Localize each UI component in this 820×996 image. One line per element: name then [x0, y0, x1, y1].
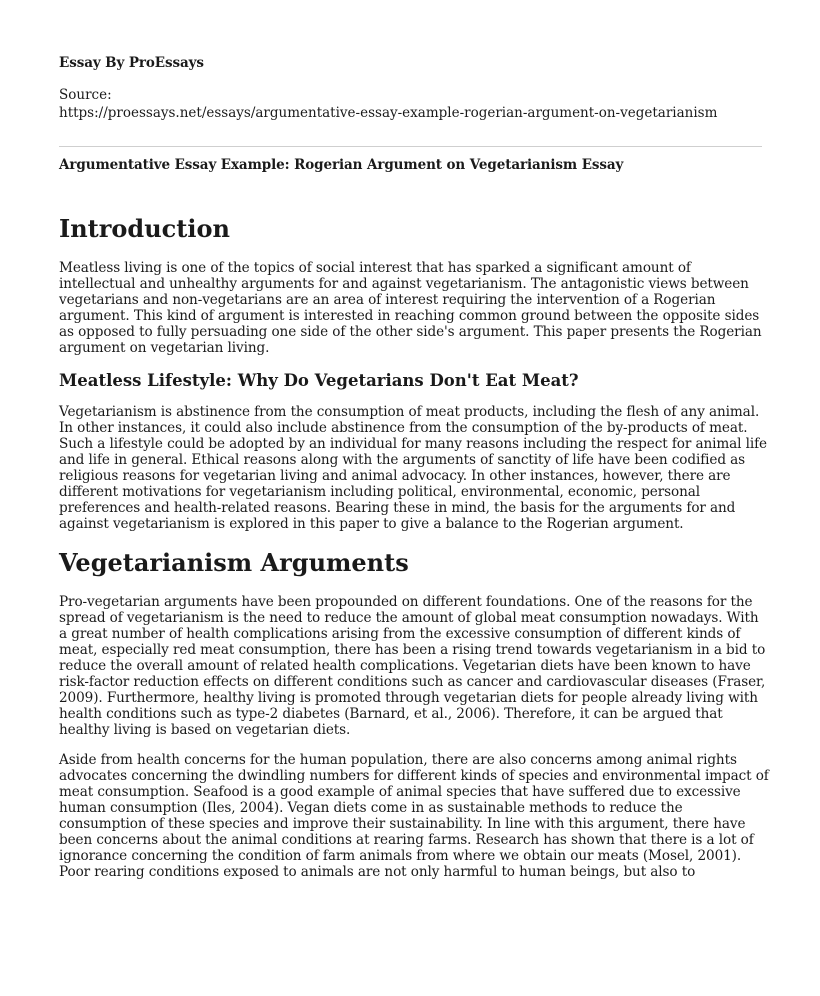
source-label: Source:	[59, 87, 112, 103]
byline: Essay By ProEssays	[59, 55, 204, 71]
divider	[59, 146, 762, 147]
source-block	[59, 86, 779, 122]
paragraph-arguments-2: Aside from health concerns for the human population, there are also concerns among animal rights advocates concerning the dwindling numbers for different kinds of species and environmental impact of meat consumption. Seafood is a good example of animal species that have suffered due to excessive human consumption (Iles, 2004). Vegan diets come in as sustainable methods to reduce the consumption of these species and improve their sustainability. In line with this argument, there have been concerns about the animal conditions at rearing farms. Research has shown that there is a lot of ignorance concerning the condition of farm animals from where we obtain our meats (Mosel, 2001). Poor rearing conditions exposed to animals are not only harmful to human beings, but also to	[59, 752, 769, 880]
essay-body	[59, 212, 769, 894]
paragraph-meatless-lifestyle: Vegetarianism is abstinence from the consumption of meat products, including the flesh of any animal. In other instances, it could also include abstinence from the consumption of the by-products of meat. Such a lifestyle could be adopted by an individual for many reasons including the respect for animal life and life in general. Ethical reasons along with the arguments of sanctity of life have been codified as religious reasons for vegetarian living and animal advocacy. In other instances, however, there are different motivations for vegetarianism including political, environmental, economic, personal preferences and health-related reasons. Bearing these in mind, the basis for the arguments for and against vegetarianism is explored in this paper to give a balance to the Rogerian argument.	[59, 404, 768, 532]
heading-meatless-lifestyle: Meatless Lifestyle: Why Do Vegetarians Don't Eat Meat?	[59, 371, 579, 390]
heading-vegetarianism-arguments: Vegetarianism Arguments	[59, 548, 409, 577]
source-link[interactable]: https://proessays.net/essays/argumentative-essay-example-rogerian-argument-on-vegetarianism	[59, 105, 718, 121]
paragraph-arguments-1: Pro-vegetarian arguments have been propounded on different foundations. One of the reasons for the spread of vegetarianism is the need to reduce the amount of global meat consumption nowadays. With a great number of health complications arising from the excessive consumption of different kinds of meat, especially red meat consumption, there has been a rising trend towards vegetarianism in a bid to reduce the overall amount of related health complications. Vegetarian diets have been known to have risk-factor reduction effects on different conditions such as cancer and cardiovascular diseases (Fraser, 2009). Furthermore, healthy living is promoted through vegetarian diets for people already living with health conditions such as type-2 diabetes (Barnard, et al., 2006). Therefore, it can be argued that healthy living is based on vegetarian diets.	[59, 594, 766, 738]
document-title: Argumentative Essay Example: Rogerian Argument on Vegetarianism Essay	[59, 157, 624, 173]
heading-introduction: Introduction	[59, 214, 230, 243]
paragraph-introduction: Meatless living is one of the topics of social interest that has sparked a significant amount of intellectual and unhealthy arguments for and against vegetarianism. The antagonistic views between vegetarians and non-vegetarians are an area of interest requiring the intervention of a Rogerian argument. This kind of argument is interested in reaching common ground between the opposite sides as opposed to fully persuading one side of the other side's argument. This paper presents the Rogerian argument on vegetarian living.	[59, 260, 762, 356]
